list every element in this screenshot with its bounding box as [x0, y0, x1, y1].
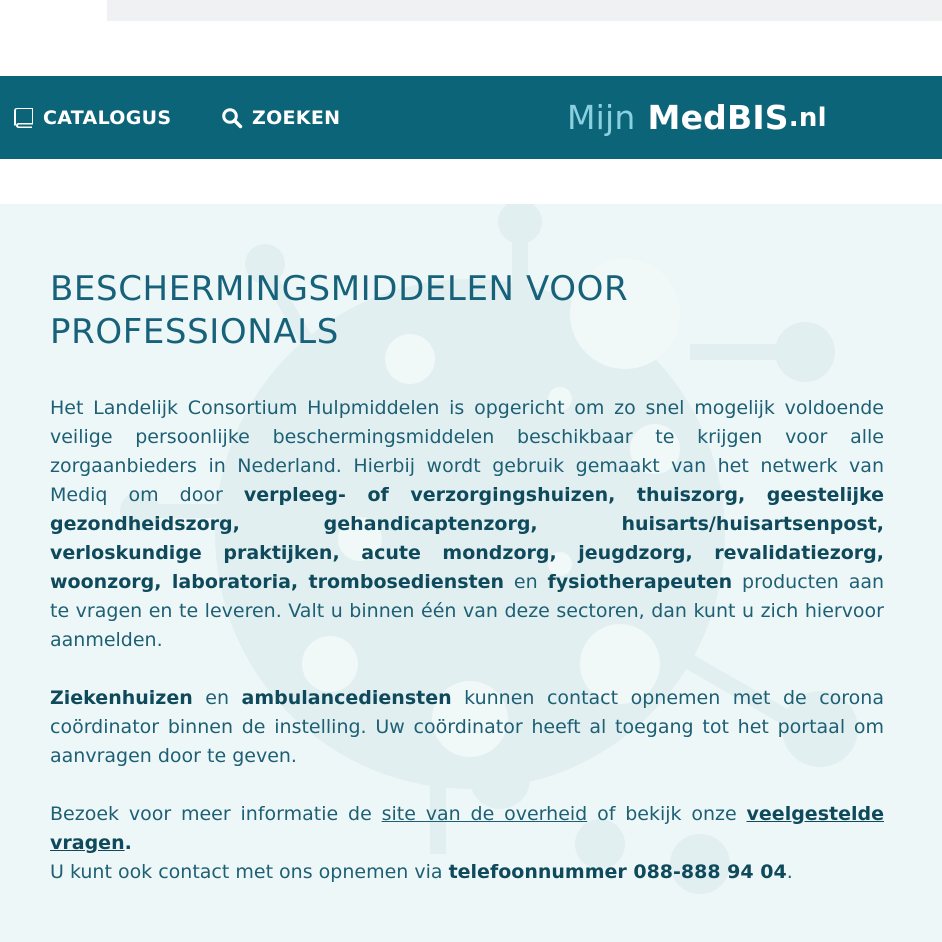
- mijn-medbis-logo[interactable]: [567, 76, 827, 159]
- p3-text-4: U kunt ook contact met ons opnemen via: [50, 861, 449, 883]
- nav-catalogus[interactable]: [12, 76, 171, 159]
- page-title: BESCHERMINGSMIDDELEN VOOR PROFESSIONALS: [50, 269, 629, 352]
- logo-nl: .nl: [788, 102, 827, 133]
- nav-zoeken-label: ZOEKEN: [252, 106, 341, 129]
- p3-text-2: of bekijk onze: [587, 803, 747, 825]
- main-content: [0, 204, 942, 942]
- p2-ziekenhuizen: Ziekenhuizen: [50, 687, 193, 709]
- p3-text-1: Bezoek voor meer informatie de: [50, 803, 382, 825]
- p3-period: .: [124, 832, 132, 854]
- p1-fysiotherapeuten: fysiotherapeuten: [547, 571, 733, 593]
- nav-zoeken[interactable]: [221, 76, 340, 159]
- p2-ambulancediensten: ambulancediensten: [241, 687, 452, 709]
- veelgestelde-vragen-link[interactable]: veelgestelde vragen: [50, 803, 884, 854]
- logo-mijn: Mijn: [567, 98, 636, 137]
- p1-text-1: Het Landelijk Consortium Hulpmiddelen is opgericht om zo snel mogelijk voldoende veilige persoonlijke beschermingsmiddelen beschikbaar te krijgen voor alle zorgaanbieders in Nederland. Hierbij wordt gebruik gemaakt van het netwerk van Mediq om door: [50, 397, 884, 506]
- phone-number: telefoonnummer 088-888 94 04: [448, 861, 787, 883]
- p3-text-5: .: [786, 861, 793, 883]
- navbar: [0, 76, 942, 159]
- top-strip: [107, 0, 942, 21]
- hospitals-paragraph: [50, 684, 884, 771]
- book-icon: [12, 107, 34, 129]
- intro-paragraph: [50, 394, 884, 655]
- info-paragraph: [50, 800, 884, 887]
- p1-sectors: verpleeg- of verzorgingshuizen, thuiszorg, geestelijke gezondheidszorg, gehandicaptenzorg, huisarts/huisartsenpost, verloskundige praktijken, acute mondzorg, jeugdzorg, revalidatiezorg, woonzorg, laboratoria, trombosediensten: [50, 484, 884, 593]
- p2-text-2: kunnen contact opnemen met de corona coördinator binnen de instelling. Uw coördinator heeft al toegang tot het portaal om aanvragen door te geven.: [50, 687, 884, 767]
- site-overheid-link[interactable]: site van de overheid: [381, 803, 588, 825]
- logo-medbis: MedBIS: [647, 98, 789, 137]
- search-icon: [221, 107, 243, 129]
- p2-text-1: en: [192, 687, 242, 709]
- p1-text-2: en: [504, 571, 548, 593]
- p1-text-3: producten aan te vragen en te leveren. Valt u binnen één van deze sectoren, dan kunt u zich hiervoor aanmelden.: [50, 571, 885, 651]
- nav-catalogus-label: CATALOGUS: [43, 106, 172, 129]
